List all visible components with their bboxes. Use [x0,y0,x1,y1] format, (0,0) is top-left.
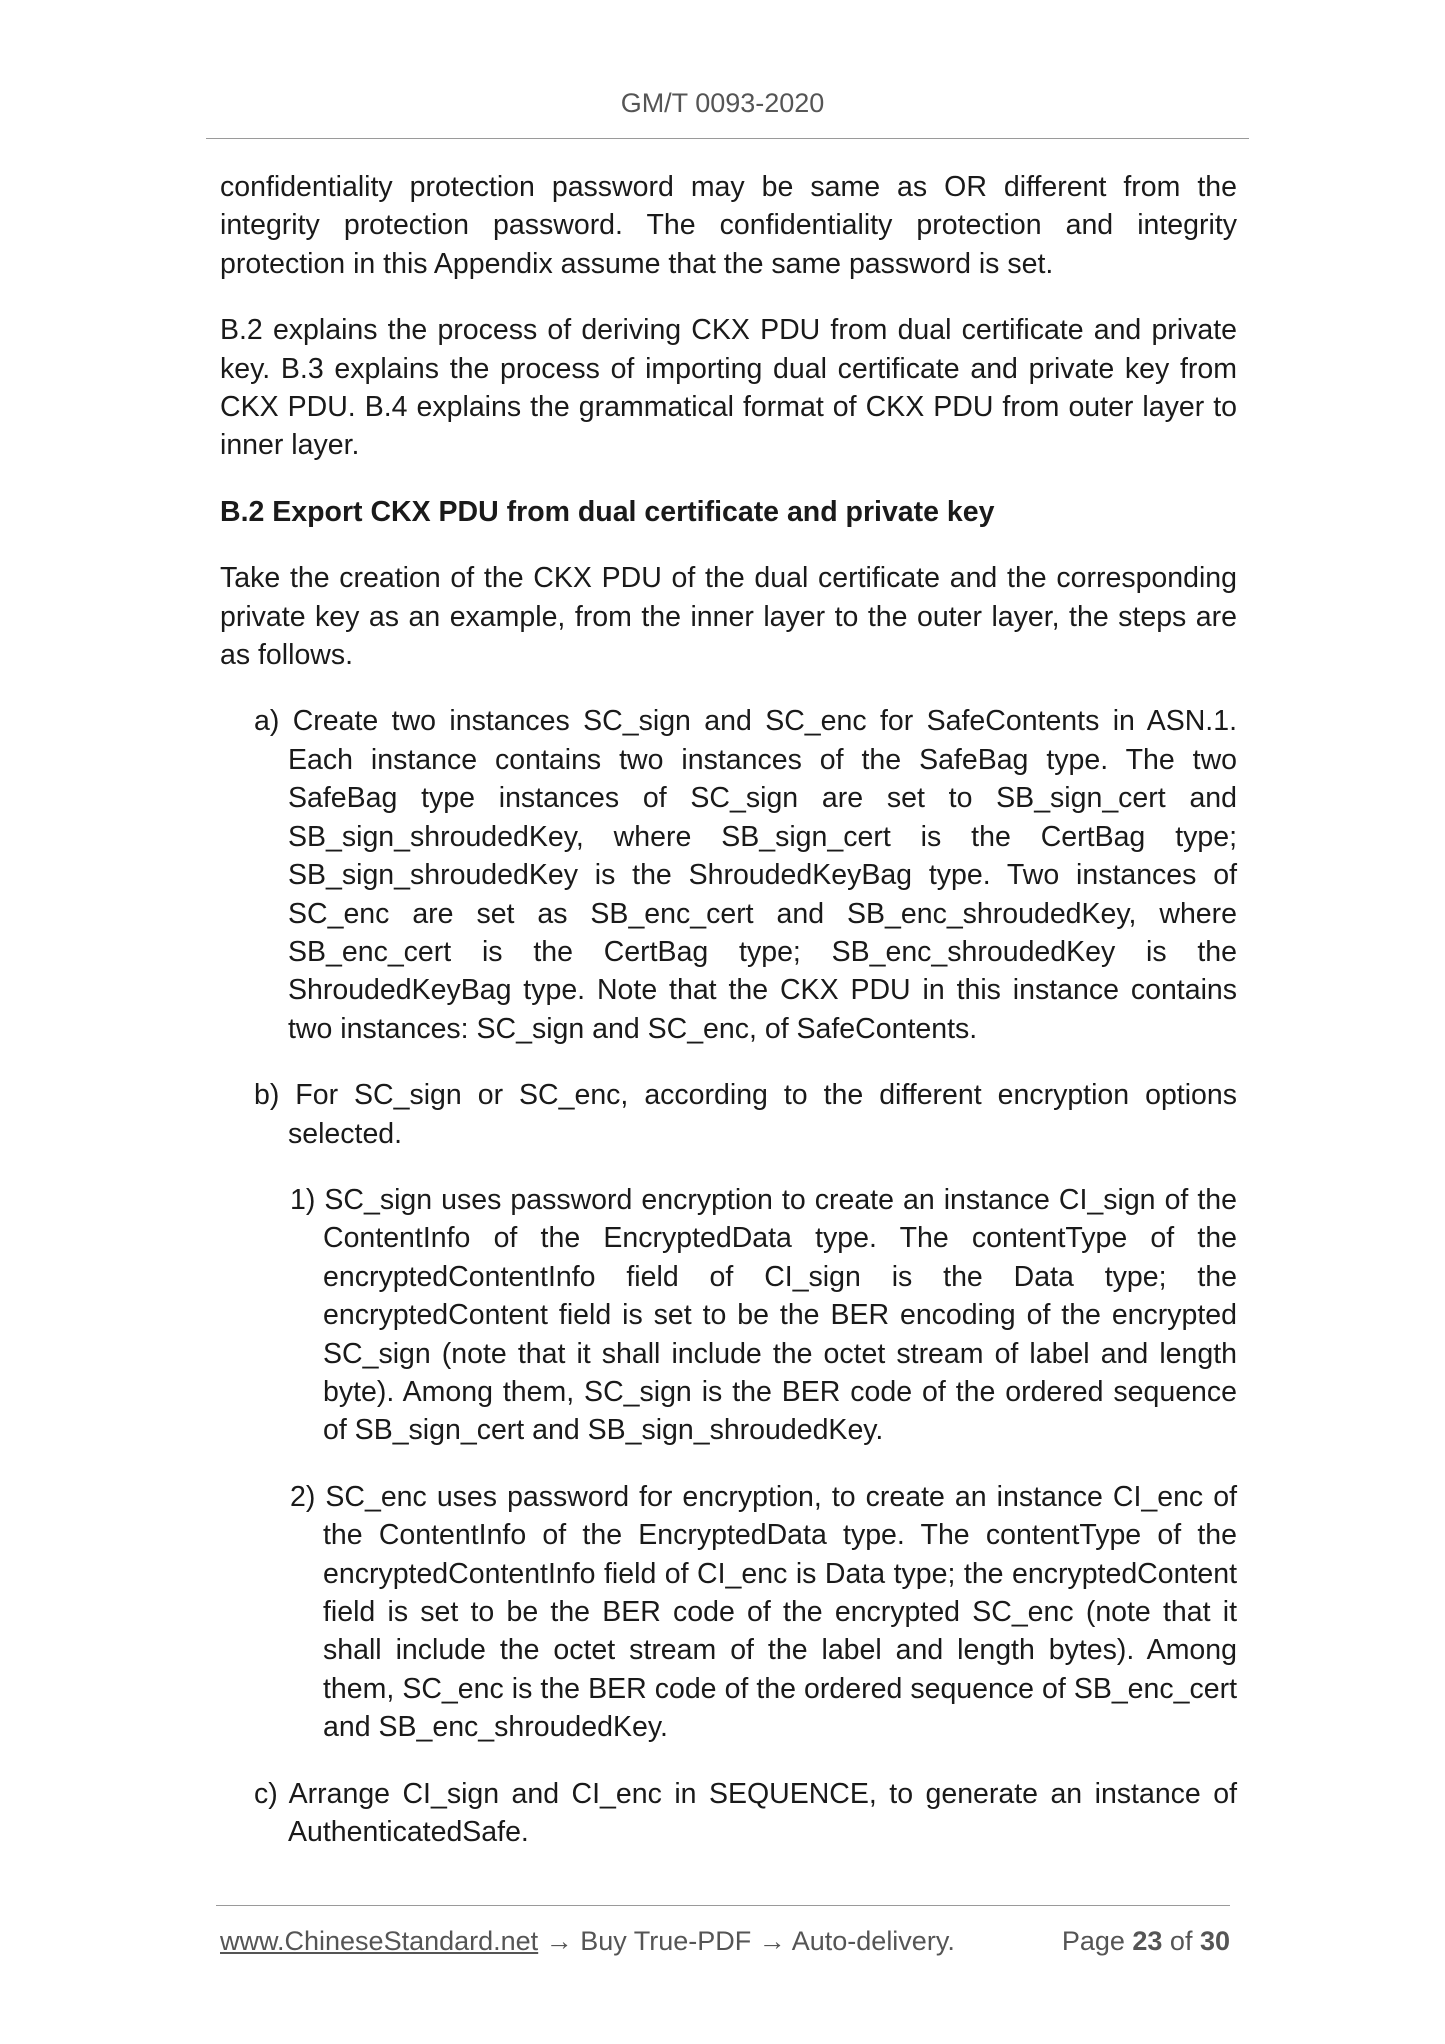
page-number [1062,1926,1230,1957]
footer-promo-text: → Buy True-PDF → Auto-delivery. [538,1926,955,1956]
section-heading: B.2 Export CKX PDU from dual certificate and private key [220,495,995,528]
list-item-a: a) Create two instances SC_sign and SC_enc for SafeContents in ASN.1. Each instance contains two instances of the SafeBag type. The two SafeBag type instances of SC_sign are set to SB_sign_cert and SB_sign_shroudedKey, where SB_sign_cert is the CertBag type; SB_sign_shroudedKey is the ShroudedKeyBag type. Two instances of SC_enc are set as SB_enc_cert and SB_enc_shroudedKey, where SB_enc_cert is the CertBag type; SB_enc_shroudedKey is the ShroudedKeyBag type. Note that the CKX PDU in this instance contains two instances: SC_sign and SC_enc, of SafeContents. [254,705,1237,1045]
website-link[interactable]: www.ChineseStandard.net [220,1926,539,1956]
footer-divider [216,1905,1230,1906]
page-current: 23 [1132,1926,1163,1956]
header-divider [206,138,1249,139]
page-word: Page [1061,1926,1133,1956]
paragraph-steps-intro: Take the creation of the CKX PDU of the dual certificate and the corresponding private key as an example, from the inner layer to the outer layer, the steps are as follows. [220,562,1237,672]
document-id-header: GM/T 0093-2020 [620,88,825,118]
list-item-b: b) For SC_sign or SC_enc, according to the different encryption options selected. [254,1079,1237,1150]
paragraph-password-note: confidentiality protection password may be same as OR different from the integrity protection password. The confidentiality protection and integrity protection in this Appendix assume that the same password is set. [220,171,1237,280]
page-of: of [1162,1926,1200,1956]
list-item-b1: 1) SC_sign uses password encryption to create an instance CI_sign of the ContentInfo of the EncryptedData type. The contentType of the encryptedContentInfo field of CI_sign is the Data type; the encryptedContent field is set to be the BER encoding of the encrypted SC_sign (note that it shall include the octet stream of label and length byte). Among them, SC_sign is the BER code of the ordered sequence of SB_sign_cert and SB_sign_shroudedKey. [290,1183,1237,1447]
page-content [220,168,1237,1851]
list-item-b2: 2) SC_enc uses password for encryption, to create an instance CI_enc of the ContentInfo of the EncryptedData type. The contentType of the encryptedContentInfo field of CI_enc is Data type; the encryptedContent field is set to be the BER code of the encrypted SC_enc (note that it shall include the octet stream of the label and length bytes). Among them, SC_enc is the BER code of the ordered sequence of SB_enc_cert and SB_enc_shroudedKey. [290,1480,1237,1744]
paragraph-section-overview: B.2 explains the process of deriving CKX PDU from dual certificate and private key. B.3 explains the process of importing dual certificate and private key from CKX PDU. B.4 explains the grammatical format of CKX PDU from outer layer to inner layer. [220,314,1237,462]
footer-promo [220,1926,955,1957]
list-item-c: c) Arrange CI_sign and CI_enc in SEQUENCE, to generate an instance of AuthenticatedSafe. [254,1777,1237,1849]
page-total: 30 [1199,1926,1230,1956]
